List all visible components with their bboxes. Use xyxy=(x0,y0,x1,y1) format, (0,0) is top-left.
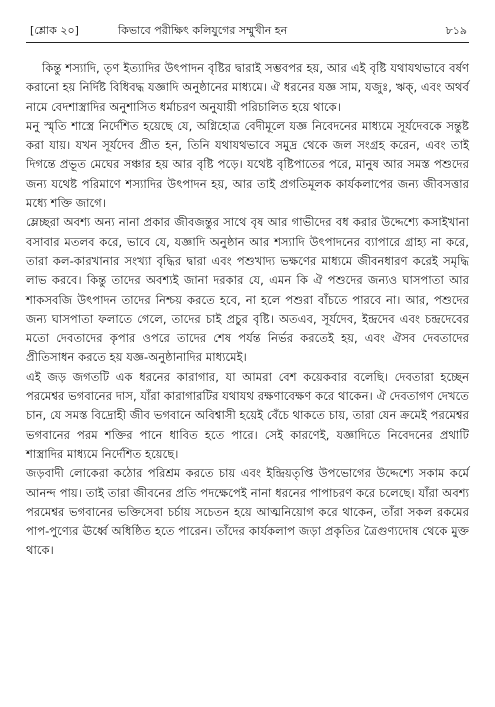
page-number: ৮১৯ xyxy=(445,24,467,37)
paragraph: মনু স্মৃতি শাস্ত্রে নির্দেশিত হয়েছে যে, অগ্নিহোত্র বেদীমূলে যজ্ঞ নিবেদনের মাধ্যমে সূর্যদেবকে সন্তুষ্ট করা যায়। যখন সূর্যদেব প্রীত হন, তিনি যথাযথভাবে সমুদ্র থেকে জল সংগ্রহ করেন, এবং তাই দিগন্তে প্রভূত মেঘের সঞ্চার হয় আর বৃষ্টি পড়ে। যথেষ্ট বৃষ্টিপাতের পরে, মানুষ আর সমস্ত পশুদের জন্য যথেষ্ট পরিমাণে শস্যাদির উৎপাদন হয়, আর তাই প্রগতিমূলক কার্যকলাপের জন্য জীবসত্তার মধ্যে শক্তি জাগে। xyxy=(26,118,469,211)
purport-text xyxy=(26,59,469,561)
paragraph: ম্লেচ্ছরা অবশ্য অন্য নানা প্রকার জীবজন্তুর সাথে বৃষ আর গাভীদের বধ করার উদ্দেশ্যে কসাইখানা বসাবার মতলব করে, ভাবে যে, যজ্ঞাদি অনুষ্ঠান আর শস্যাদি উৎপাদনের ব্যাপারে গ্রাহ্য না করে, তারা কল-কারখানার সংখ্যা বৃদ্ধির দ্বারা এবং পশুখাদ্য ভক্ষণের মাধ্যমে জীবনধারণ করেই সমৃদ্ধি লাভ করবে। কিন্তু তাদের অবশ্যই জানা দরকার যে, এমন কি ঐ পশুদের জন্যও ঘাসপাতা আর শাকসবজি উৎপাদন তাদের নিশ্চয় করতে হবে, না হলে পশুরা বাঁচতে পারবে না। আর, পশুদের জন্য ঘাসপাতা ফলাতে গেলে, তাদের চাই প্রচুর বৃষ্টি। অতএব, সূর্যদেব, ইন্দ্রদেব এবং চন্দ্রদেবের মতো দেবতাদের কৃপার ওপরে তাদের শেষ পর্যন্ত নির্ভর করতেই হয়, এবং ঐসব দেবতাদের প্রীতিসাধন করতে হয় যজ্ঞ-অনুষ্ঠানাদির মাধ্যমেই। xyxy=(26,215,469,365)
paragraph: এই জড় জগতটি এক ধরনের কারাগার, যা আমরা বেশ কয়েকবার বলেছি। দেবতারা হচ্ছেন পরমেশ্বর ভগবানের দাস, যাঁরা কারাগারটির যথাযথ রক্ষণাবেক্ষণ করে থাকেন। ঐ দেবতাগণ দেখতে চান, যে সমস্ত বিদ্রোহী জীব ভগবানে অবিশ্বাসী হয়েই বেঁচে থাকতে চায়, তারা যেন ক্রমেই পরমেশ্বর ভগবানের পরম শক্তির পানে ধাবিত হতে পারে। সেই কারণেই, যজ্ঞাদিতে নিবেদনের প্রথাটি শাস্ত্রাদির মাধ্যমে নির্দেশিত হয়েছে। xyxy=(26,369,469,461)
paragraph: কিন্তু শস্যাদি, তৃণ ইত্যাদির উৎপাদন বৃষ্টির দ্বারাই সম্ভবপর হয়, আর এই বৃষ্টি যথাযথভাবে বর্ষণ করানো হয় নির্দিষ্ট বিধিবদ্ধ যজ্ঞাদি অনুষ্ঠানের মাধ্যমে। ঐ ধরনের যজ্ঞ সাম, যজুঃ, ঋক্, এবং অথর্ব নামে বেদশাস্ত্রাদির অনুশাসিত ধর্মাচরণ অনুযায়ী পরিচালিত হয়ে থাকে। xyxy=(26,61,469,114)
page-header xyxy=(26,22,469,43)
paragraph: জড়বাদী লোকেরা কঠোর পরিশ্রম করতে চায় এবং ইন্দ্রিয়তৃপ্তি উপভোগের উদ্দেশ্যে সকাম কর্মে আনন্দ পায়। তাই তারা জীবনের প্রতি পদক্ষেপেই নানা ধরনের পাপাচরণ করে চলেছে। যাঁরা অবশ্য পরমেশ্বর ভগবানের ভক্তিসেবা চর্চায় সচেতন হয়ে আত্মনিয়োগ করে থাকেন, তাঁরা সকল রকমের পাপ-পুণ্যের ঊর্ধ্বে অধিষ্ঠিত হতে পারেন। তাঁদের কার্যকলাপ জড়া প্রকৃতির ত্রৈগুণ্যদোষ থেকে মুক্ত থাকে। xyxy=(26,466,469,558)
chapter-title: কিভাবে পরীক্ষিৎ কলিযুগের সম্মুখীন হন xyxy=(118,24,288,37)
book-page xyxy=(26,22,469,692)
verse-reference: [শ্লোক ২০] xyxy=(30,24,79,37)
